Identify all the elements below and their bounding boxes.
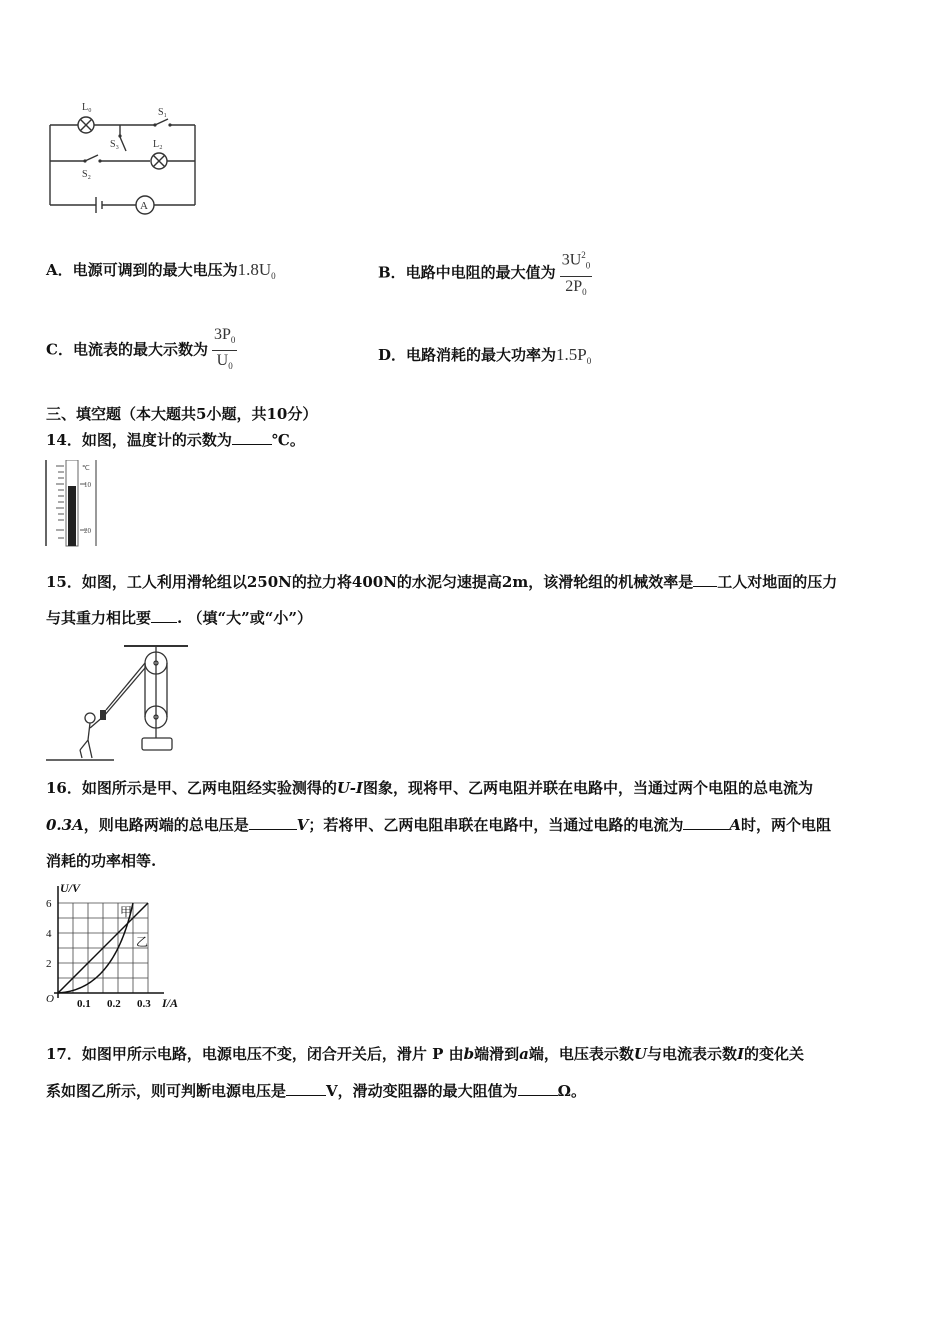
option-c-numerator: 3P xyxy=(213,326,231,343)
x-tick-0.3: 0.3 xyxy=(137,998,151,1010)
label-s2: S₂ xyxy=(82,169,92,180)
yi-label: 乙 xyxy=(136,935,149,949)
y-tick-2: 2 xyxy=(46,958,52,970)
mercury-column xyxy=(68,486,76,546)
jia-label: 甲 xyxy=(120,905,133,919)
q16-blank-voltage[interactable] xyxy=(249,815,297,830)
question-16-line2: 0.3A，则电路两端的总电压是 V；若将甲、乙两电阻串联在电路中，当通过电路的电流为 A时，两个电阻 xyxy=(46,816,832,834)
option-a: A．电源可调到的最大电压为$1.8U_0$ xyxy=(46,260,276,281)
option-c-denominator: U xyxy=(216,352,229,370)
question-16-line1: 16．如图所示是甲、乙两电阻经实验测得的U-I图象，现将甲、乙两电阻并联在电路中，当通过两个电阻的总电流为 xyxy=(46,779,813,797)
tick-10: 10 xyxy=(84,481,91,489)
y-tick-6: 6 xyxy=(46,898,52,910)
y-axis-label: U/V xyxy=(60,881,81,895)
option-b-denominator: 2P xyxy=(565,277,583,295)
question-15-line1: 15．如图，工人利用滑轮组以250N的拉力将400N的水泥匀速提高2m，该滑轮组的机械效率是 工人对地面的压力 xyxy=(46,573,838,591)
section-heading: 三、填空题（本大题共5小题，共10分） xyxy=(46,405,318,423)
tick-20: 20 xyxy=(84,527,91,535)
question-16-line3: 消耗的功率相等. xyxy=(46,852,157,870)
question-17-line2: 系如图乙所示，则可判断电源电压是 V，滑动变阻器的最大阻值为 Ω。 xyxy=(46,1082,587,1100)
q15-blank-efficiency[interactable] xyxy=(693,572,717,587)
circuit-diagram xyxy=(40,95,210,215)
option-b-numerator: 3U xyxy=(561,251,582,269)
q14-blank[interactable] xyxy=(232,430,272,445)
thermometer-figure xyxy=(44,460,104,548)
label-ammeter: A xyxy=(140,200,148,212)
option-d: D．电路消耗的最大功率为$1.5P_0$ xyxy=(378,345,592,366)
pulley-figure xyxy=(46,642,196,764)
x-axis-label: I/A xyxy=(162,996,179,1010)
option-a-value: 1.8U xyxy=(237,260,272,279)
question-14: 14．如图，温度计的示数为 ℃。 xyxy=(46,431,305,449)
q16-blank-current[interactable] xyxy=(683,815,729,830)
label-l2: L₂ xyxy=(153,139,163,150)
ui-graph xyxy=(44,880,204,1012)
thermometer-unit: ℃ xyxy=(82,464,90,472)
x-tick-0.1: 0.1 xyxy=(77,998,91,1010)
option-d-value: 1.5P xyxy=(556,345,587,364)
q17-blank-resistance[interactable] xyxy=(518,1081,558,1096)
x-tick-0.2: 0.2 xyxy=(107,998,121,1010)
label-s1: S₁ xyxy=(158,107,168,118)
label-l0: L₀ xyxy=(82,102,92,113)
question-15-line2: 与其重力相比要 . （填“大”或“小”） xyxy=(46,609,312,627)
label-s3: S₃ xyxy=(110,139,120,150)
origin-label: O xyxy=(46,993,54,1005)
question-17-line1: 17．如图甲所示电路，电源电压不变，闭合开关后，滑片 P 由b端滑到a端，电压表示数U与电流表示数I的变化关 xyxy=(46,1045,805,1063)
option-b: B．电路中电阻的最大值为 $\frac{3U^2_0}{2P_0}$ xyxy=(378,245,592,302)
option-c: C．电流表的最大示数为 $\frac{3P_0}{U_0}$ xyxy=(46,326,236,372)
q15-blank-compare[interactable] xyxy=(151,608,177,623)
y-tick-4: 4 xyxy=(46,928,52,940)
q17-blank-voltage[interactable] xyxy=(286,1081,326,1096)
